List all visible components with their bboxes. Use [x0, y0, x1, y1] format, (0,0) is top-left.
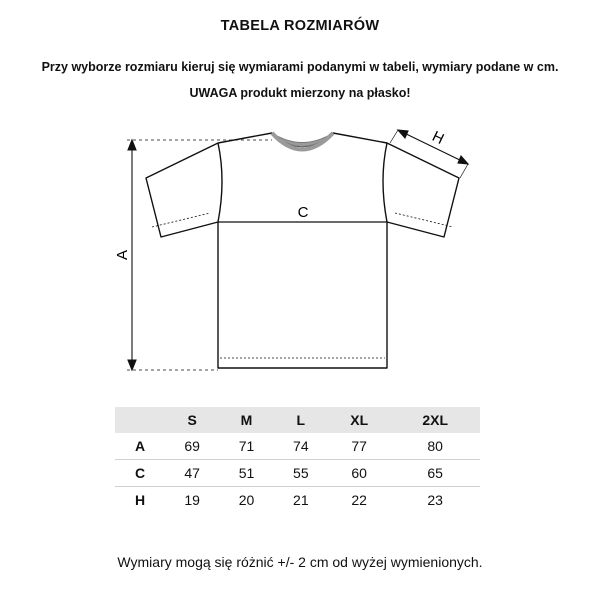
table-cell: 71	[238, 438, 255, 454]
table-cell: 65	[427, 465, 443, 481]
warning-text: UWAGA produkt mierzony na płasko!	[189, 86, 411, 100]
table-row	[115, 433, 480, 460]
table-cell: 20	[238, 492, 255, 508]
page-title: TABELA ROZMIARÓW	[220, 18, 380, 34]
label-a: A	[114, 249, 131, 261]
row-label: A	[134, 438, 146, 454]
row-label: H	[134, 492, 146, 508]
corner-cell	[115, 407, 165, 433]
right-cuff-stitch	[395, 213, 453, 227]
label-c: C	[297, 204, 309, 221]
footer-note: Wymiary mogą się różnić +/- 2 cm od wyżej wymienionych.	[117, 554, 483, 570]
table-cell: 60	[351, 465, 367, 481]
size-col-l: L	[296, 412, 306, 428]
row-label: C	[134, 465, 146, 481]
table-row	[115, 487, 480, 514]
size-col-2xl: 2XL	[422, 412, 449, 428]
size-col-xl: XL	[350, 412, 369, 428]
instruction-text: Przy wyborze rozmiaru kieruj się wymiarami podanymi w tabeli, wymiary podane w cm.	[41, 60, 559, 74]
size-header-row	[115, 407, 480, 433]
table-cell: 74	[293, 438, 309, 454]
table-cell: 69	[184, 438, 200, 454]
left-cuff-stitch	[152, 213, 210, 227]
table-cell: 47	[184, 465, 200, 481]
size-col-s: S	[187, 412, 197, 428]
table-cell: 80	[427, 438, 443, 454]
tshirt-outline	[146, 133, 459, 368]
dimension-h	[390, 127, 468, 178]
right-sleeve-seam	[383, 143, 387, 222]
table-cell: 21	[293, 492, 309, 508]
left-sleeve-seam	[218, 143, 222, 222]
table-cell: 23	[427, 492, 443, 508]
tshirt-body	[146, 133, 459, 368]
table-cell: 77	[351, 438, 367, 454]
table-cell: 22	[351, 492, 367, 508]
dimension-a	[127, 140, 272, 370]
size-table	[115, 407, 480, 513]
size-col-m: M	[240, 412, 253, 428]
table-row	[115, 460, 480, 487]
table-cell: 19	[184, 492, 200, 508]
label-h: H	[429, 127, 447, 148]
table-cell: 51	[238, 465, 255, 481]
table-cell: 55	[293, 465, 309, 481]
